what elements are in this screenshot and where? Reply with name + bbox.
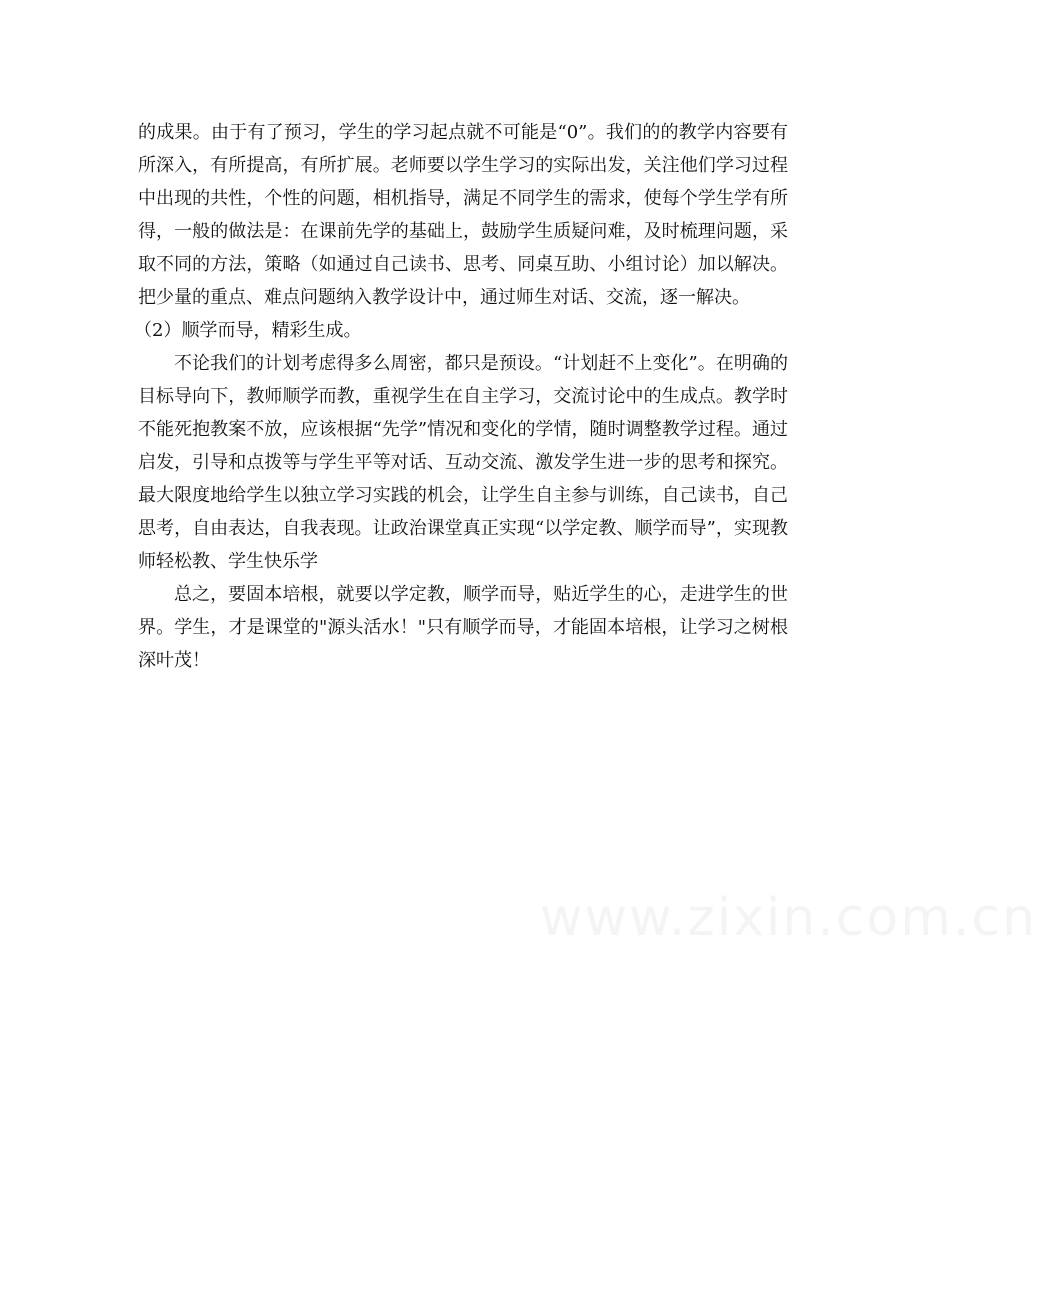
paragraph-results: 的成果。由于有了预习，学生的学习起点就不可能是“0”。我们的的教学内容要有所深入，有所提高，有所扩展。老师要以学生学习的实际出发，关注他们学习过程中出现的共性，个性的问题，相机指导，满足不同学生的需求，使每个学生学有所得，一般的做法是：在课前先学的基础上，鼓励学生质疑问难，及时梳理问题，采取不同的方法，策略（如通过自己读书、思考、同桌互助、小组讨论）加以解决。把少量的重点、难点问题纳入教学设计中，通过师生对话、交流，逐一解决。: [138, 122, 788, 308]
paragraph-conclusion: 总之，要固本培根，就要以学定教，顺学而导，贴近学生的心，走进学生的世界。学生，才是课堂的"源头活水！"只有顺学而导，才能固本培根，让学习之树根深叶茂！: [138, 584, 788, 671]
watermark-text: www.zixin.com.cn: [540, 888, 1037, 948]
paragraph-guided-learning: 不论我们的计划考虑得多么周密，都只是预设。“计划赶不上变化”。在明确的目标导向下，教师顺学而教，重视学生在自主学习，交流讨论中的生成点。教学时不能死抱教案不放，应该根据“先学”情况和变化的学情，随时调整教学过程。通过启发，引导和点拨等与学生平等对话、互动交流、激发学生进一步的思考和探究。最大限度地给学生以独立学习实践的机会，让学生自主参与训练，自己读书，自己思考，自由表达，自我表现。让政治课堂真正实现“以学定教、顺学而导”，实现教师轻松教、学生快乐学: [138, 353, 788, 572]
section-heading-2: （2）顺学而导，精彩生成。: [134, 320, 362, 341]
document-body: [134, 116, 788, 677]
